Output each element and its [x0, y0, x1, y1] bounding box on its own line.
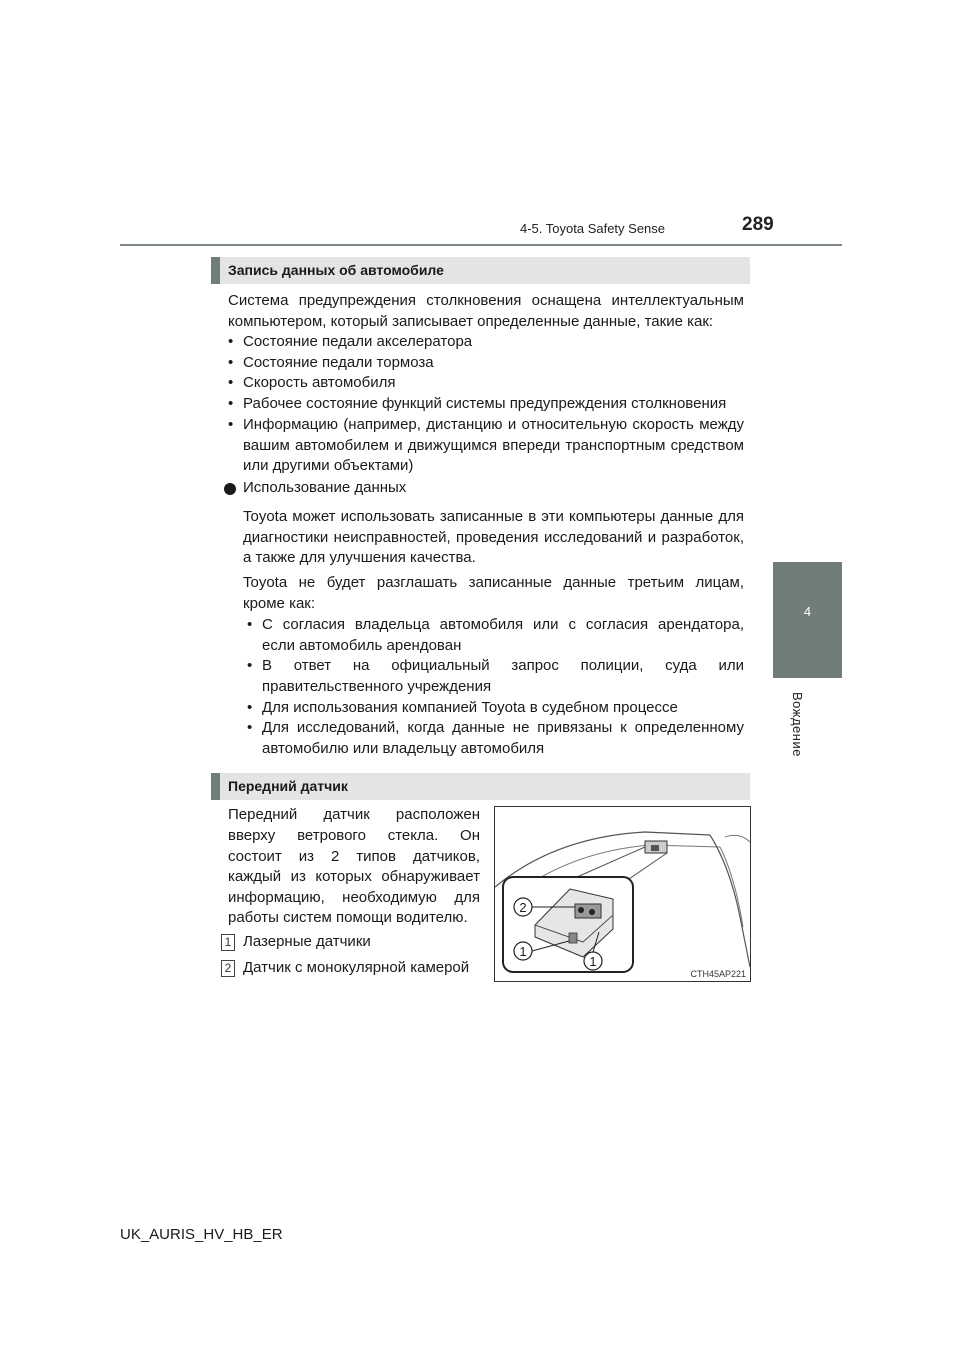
paragraph-line: кроме как: [243, 595, 316, 612]
list-item-text: или другими объектами) [243, 457, 414, 474]
bullet-icon: • [228, 374, 234, 391]
circle-bullet-icon [224, 483, 236, 495]
paragraph-line: вверху ветрового стекла. Он [228, 827, 480, 844]
intro-line: компьютером, который записывает определенные данные, такие как: [228, 313, 714, 330]
bullet-icon: • [228, 395, 234, 412]
paragraph-line: Toyota не будет разглашать записанные данные третьим лицам, [243, 574, 744, 591]
callout-1-label: 1 [519, 944, 527, 959]
list-item-text: Информацию (например, дистанцию и относительную скорость между [243, 416, 744, 433]
legend-number-box: 1 [221, 934, 235, 951]
section-heading-data-recording: Запись данных об автомобиле [211, 257, 750, 284]
figure-code: CTH45AP221 [690, 969, 746, 979]
paragraph-line: Передний датчик расположен [228, 806, 480, 823]
paragraph-line: информацию, необходимую для [228, 889, 480, 906]
bullet-icon: • [247, 657, 253, 674]
list-item-text: Для использования компанией Toyota в судебном процессе [262, 699, 678, 716]
list-item-text: Состояние педали тормоза [243, 354, 434, 371]
callout-2-label: 2 [519, 900, 527, 915]
list-item-text: если автомобиль арендован [262, 637, 462, 654]
header-section-title: 4-5. Toyota Safety Sense [520, 221, 666, 236]
chapter-tab [773, 562, 842, 678]
header-divider [120, 244, 842, 246]
paragraph-line: каждый из которых обнаруживает [228, 868, 480, 885]
bullet-icon: • [228, 416, 234, 433]
chapter-number: 4 [803, 604, 812, 619]
paragraph-line: диагностики неисправностей, проведения исследований и разработок, [243, 529, 744, 546]
list-item-text: Скорость автомобиля [243, 374, 396, 391]
bullet-icon: • [228, 354, 234, 371]
bullet-icon: • [247, 699, 253, 716]
paragraph-line: состоит из 2 типов датчиков, [228, 848, 480, 865]
intro-line: Система предупреждения столкновения оснащена интеллектуальным [228, 292, 744, 309]
legend-number-box: 2 [221, 960, 235, 977]
list-item-text: Рабочее состояние функций системы предупреждения столкновения [243, 395, 727, 412]
paragraph-line: а также для улучшения качества. [243, 549, 476, 566]
list-item-text: С согласия владельца автомобиля или с согласия арендатора, [262, 616, 744, 633]
section-heading-front-sensor: Передний датчик [211, 773, 750, 800]
list-item-text: В ответ на официальный запрос полиции, суда или [262, 657, 744, 674]
chapter-label: Вождение [790, 692, 805, 757]
list-item-text: вашим автомобилем и движущимся впереди транспортным средством [243, 437, 744, 454]
windshield-sensor-drawing [495, 807, 750, 981]
bullet-icon: • [228, 333, 234, 350]
document-code: UK_AURIS_HV_HB_ER [120, 1226, 283, 1243]
callout-1b-label: 1 [589, 954, 597, 969]
legend-text: Лазерные датчики [243, 933, 371, 950]
paragraph-line: работы систем помощи водителю. [228, 909, 468, 926]
bullet-icon: • [247, 719, 253, 736]
list-item-text: правительственного учреждения [262, 678, 492, 695]
list-item-text: Состояние педали акселератора [243, 333, 473, 350]
paragraph-line: Toyota может использовать записанные в эти компьютеры данные для [243, 508, 744, 525]
legend-text: Датчик с монокулярной камерой [243, 959, 470, 976]
subheading-data-use: Использование данных [243, 479, 407, 496]
list-item-text: автомобилю или владельцу автомобиля [262, 740, 545, 757]
list-item-text: Для исследований, когда данные не привязаны к определенному [262, 719, 744, 736]
page-number: 289 [742, 214, 774, 235]
bullet-icon: • [247, 616, 253, 633]
front-sensor-illustration [494, 806, 751, 982]
